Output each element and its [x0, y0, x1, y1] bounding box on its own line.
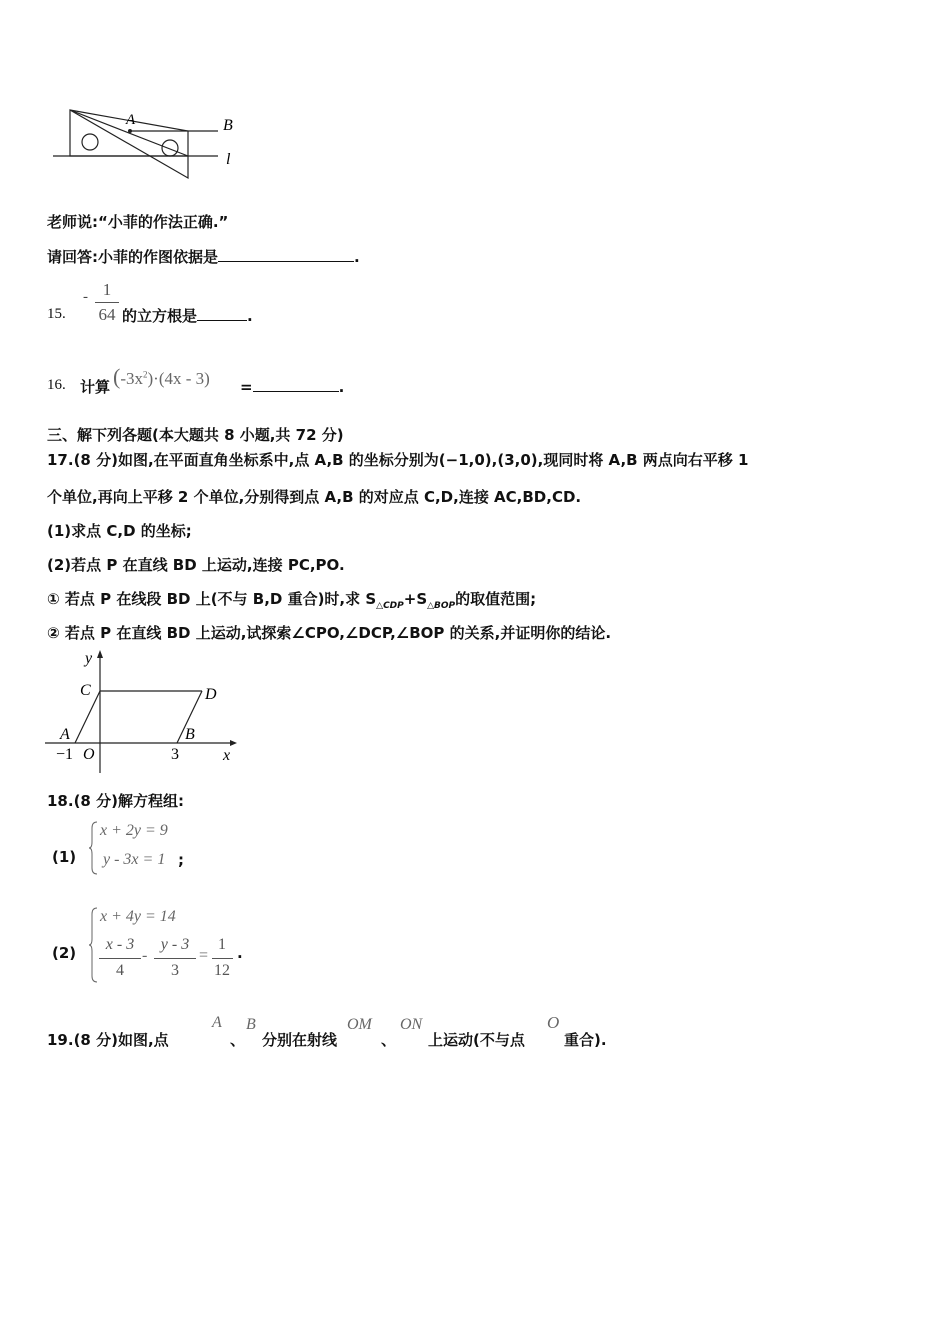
- triangle-ruler-figure: [48, 104, 248, 184]
- label-minus-one: −1: [56, 746, 74, 763]
- q18-s2-f1-num: x - 3: [105, 936, 135, 953]
- q18-s1-eq1: x + 2y = 9: [100, 822, 168, 839]
- q16-label: 计算: [80, 378, 111, 396]
- section-3-heading: 三、解下列各题(本大题共 8 小题,共 72 分): [47, 426, 344, 444]
- q15-frac-num: 1: [102, 280, 112, 299]
- q16-end: .: [338, 378, 345, 396]
- label-b: B: [223, 117, 233, 134]
- q19-point-a: A: [212, 1014, 222, 1031]
- q19-sep2: 、: [381, 1031, 397, 1049]
- q17-sub1: △CDP: [376, 601, 404, 611]
- q19-point-o: O: [547, 1013, 560, 1032]
- q18-s2-f3-den: 12: [214, 962, 230, 979]
- q18-s2-eq1: x + 4y = 14: [100, 908, 176, 925]
- q18-s2-f1-den: 4: [116, 962, 124, 979]
- q18-s1-brace: [88, 820, 98, 876]
- q19-ray-om: OM: [347, 1016, 372, 1033]
- point-a: [128, 129, 132, 133]
- q17-part3-a: ① 若点 P 在线段 BD 上(不与 B,D 重合)时,求 S: [47, 590, 377, 608]
- q15-text: [122, 305, 253, 326]
- q18-s2-end: .: [237, 944, 243, 962]
- q17-sub2: △BOP: [427, 601, 456, 611]
- q14-end: .: [354, 248, 360, 266]
- q17-part1: (1)求点 C,D 的坐标;: [47, 522, 192, 540]
- q19-b: 分别在射线: [262, 1031, 338, 1049]
- q18-s1-end: ;: [178, 851, 184, 869]
- q16-paren-open: (: [113, 364, 121, 389]
- x-axis-arrow: [230, 740, 237, 746]
- label-d: D: [205, 686, 217, 703]
- q17-line2: 个单位,再向上平移 2 个单位,分别得到点 A,B 的对应点 C,D,连接 AC,BD,CD.: [47, 488, 582, 506]
- q18-s2-f2-num: y - 3: [160, 936, 190, 953]
- q19-c: 上运动(不与点: [428, 1031, 525, 1049]
- q18-title: 18.(8 分)解方程组:: [47, 792, 184, 810]
- label-a: A: [60, 726, 70, 743]
- coordinate-figure: [40, 648, 250, 778]
- q17-part4: ② 若点 P 在直线 BD 上运动,试探索∠CPO,∠DCP,∠BOP 的关系,并证明你的结论.: [47, 624, 612, 642]
- q17-line1: 17.(8 分)如图,在平面直角坐标系中,点 A,B 的坐标分别为(−1,0),(3,0),现同时将 A,B 两点向右平移 1: [47, 451, 749, 469]
- q16-blank: [253, 377, 339, 392]
- q14-prompt: 请回答:小菲的作图依据是: [47, 248, 218, 266]
- q17-part3: [47, 588, 536, 611]
- label-three: 3: [171, 746, 179, 763]
- q16-answer: [240, 377, 344, 396]
- q18-s2-f1-bar: [99, 958, 141, 959]
- q16-expression: [113, 364, 210, 390]
- q19-a: 19.(8 分)如图,点: [47, 1031, 169, 1049]
- q18-s2-f3-num: 1: [218, 936, 226, 953]
- q17-part2: (2)若点 P 在直线 BD 上运动,连接 PC,PO.: [47, 556, 345, 574]
- q14-blank: [218, 247, 354, 262]
- q16-sup: 2: [143, 369, 148, 380]
- q18-s2-f2-den: 3: [171, 962, 179, 979]
- q18-s2-f3-bar: [212, 958, 233, 959]
- ruler-hole-2: [162, 140, 178, 156]
- q18-s2-brace: [88, 906, 98, 984]
- q18-s2-eq: =: [199, 947, 209, 964]
- q15-minus: -: [83, 289, 88, 305]
- q15-frac-bar: [95, 302, 119, 303]
- q15-number: 15.: [47, 306, 66, 322]
- q14-answer-line: [47, 246, 360, 267]
- label-a: A: [126, 112, 136, 128]
- q19-sep1: 、: [230, 1031, 246, 1049]
- q18-s1-eq2: y - 3x = 1: [103, 851, 166, 868]
- label-c: C: [80, 682, 91, 699]
- teacher-said: 老师说:“小菲的作法正确.”: [47, 213, 229, 231]
- q16-number: 16.: [47, 377, 66, 393]
- q18-s2-label: (2): [52, 944, 77, 962]
- q19-ray-on: ON: [400, 1016, 423, 1033]
- q17-part3-c: 的取值范围;: [455, 590, 537, 608]
- y-axis-arrow: [97, 650, 103, 658]
- label-x: x: [223, 747, 231, 764]
- q18-s2-f2-bar: [154, 958, 196, 959]
- label-l: l: [226, 151, 231, 168]
- q19-point-b: B: [246, 1016, 256, 1033]
- q19-d: 重合).: [564, 1031, 607, 1049]
- q18-s1-label: (1): [52, 848, 77, 866]
- q15-label: 的立方根是: [122, 307, 198, 325]
- q15-frac-den: 64: [98, 305, 116, 324]
- q16-rest: )·(4x - 3): [147, 369, 210, 388]
- q16-term: -3x: [120, 369, 143, 388]
- label-b: B: [185, 726, 195, 743]
- q16-eq: =: [240, 378, 253, 396]
- ruler-hole-1: [82, 134, 98, 150]
- q15-end: .: [247, 307, 253, 325]
- q15-blank: [197, 306, 247, 321]
- label-o: O: [83, 746, 95, 763]
- q18-s2-minus: -: [142, 947, 148, 964]
- q17-part3-b: +S: [403, 590, 428, 608]
- label-y: y: [85, 650, 93, 667]
